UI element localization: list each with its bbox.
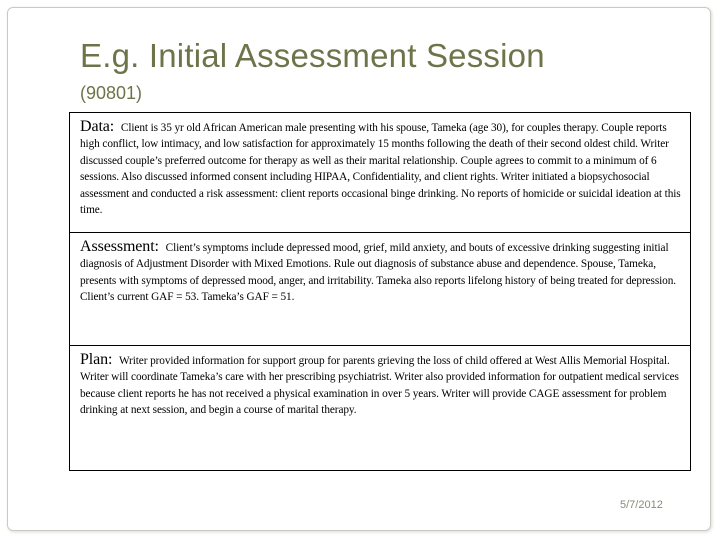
plan-heading: Plan:	[80, 351, 113, 368]
plan-text: Writer provided information for support group for parents grieving the loss of child offered at West Allis Memorial Hospital. Writer will coordinate Tameka’s care with her prescribing psychiatrist. Writer also provided information for outpatient medical services because client reports he has not received a physical examination in over 5 years. Writer will provide CAGE assessment for problem drinking at next session, and begin a course of marital therapy.	[80, 355, 679, 417]
data-heading: Data:	[80, 118, 115, 135]
slide-subtitle: (90801)	[80, 83, 143, 103]
slide-date: 5/7/2012	[620, 499, 663, 511]
data-text: Client is 35 yr old African American male presenting with his spouse, Tameka (age 30), for couples therapy. Couple reports high conflict, low intimacy, and low satisfaction for approximately 15 months following the death of their second oldest child. Writer discussed couple’s preferred outcome for therapy as well as their marital relationship. Couple agrees to commit to a minimum of 6 sessions. Also discussed informed consent including HIPAA, Confidentiality, and client rights. Writer initiated a biopsychosocial assessment and conducted a risk assessment: client reports occasional binge drinking. No reports of homicide or suicidal ideation at this time.	[80, 122, 681, 217]
assessment-section	[70, 232, 690, 345]
data-section	[70, 113, 690, 232]
assessment-heading: Assessment:	[80, 238, 159, 255]
dap-notes-table	[69, 112, 691, 471]
assessment-text: Client’s symptoms include depressed mood, grief, mild anxiety, and bouts of excessive drinking suggesting initial diagnosis of Adjustment Disorder with Mixed Emotions. Rule out diagnosis of substance abuse and dependence. Spouse, Tameka, presents with symptoms of depressed mood, anger, and irritability. Tameka also reports lifelong history of being treated for depression. Client’s current GAF = 53. Tameka’s GAF = 51.	[80, 242, 676, 304]
slide-title: E.g. Initial Assessment Session	[80, 37, 545, 74]
plan-section	[70, 345, 690, 470]
